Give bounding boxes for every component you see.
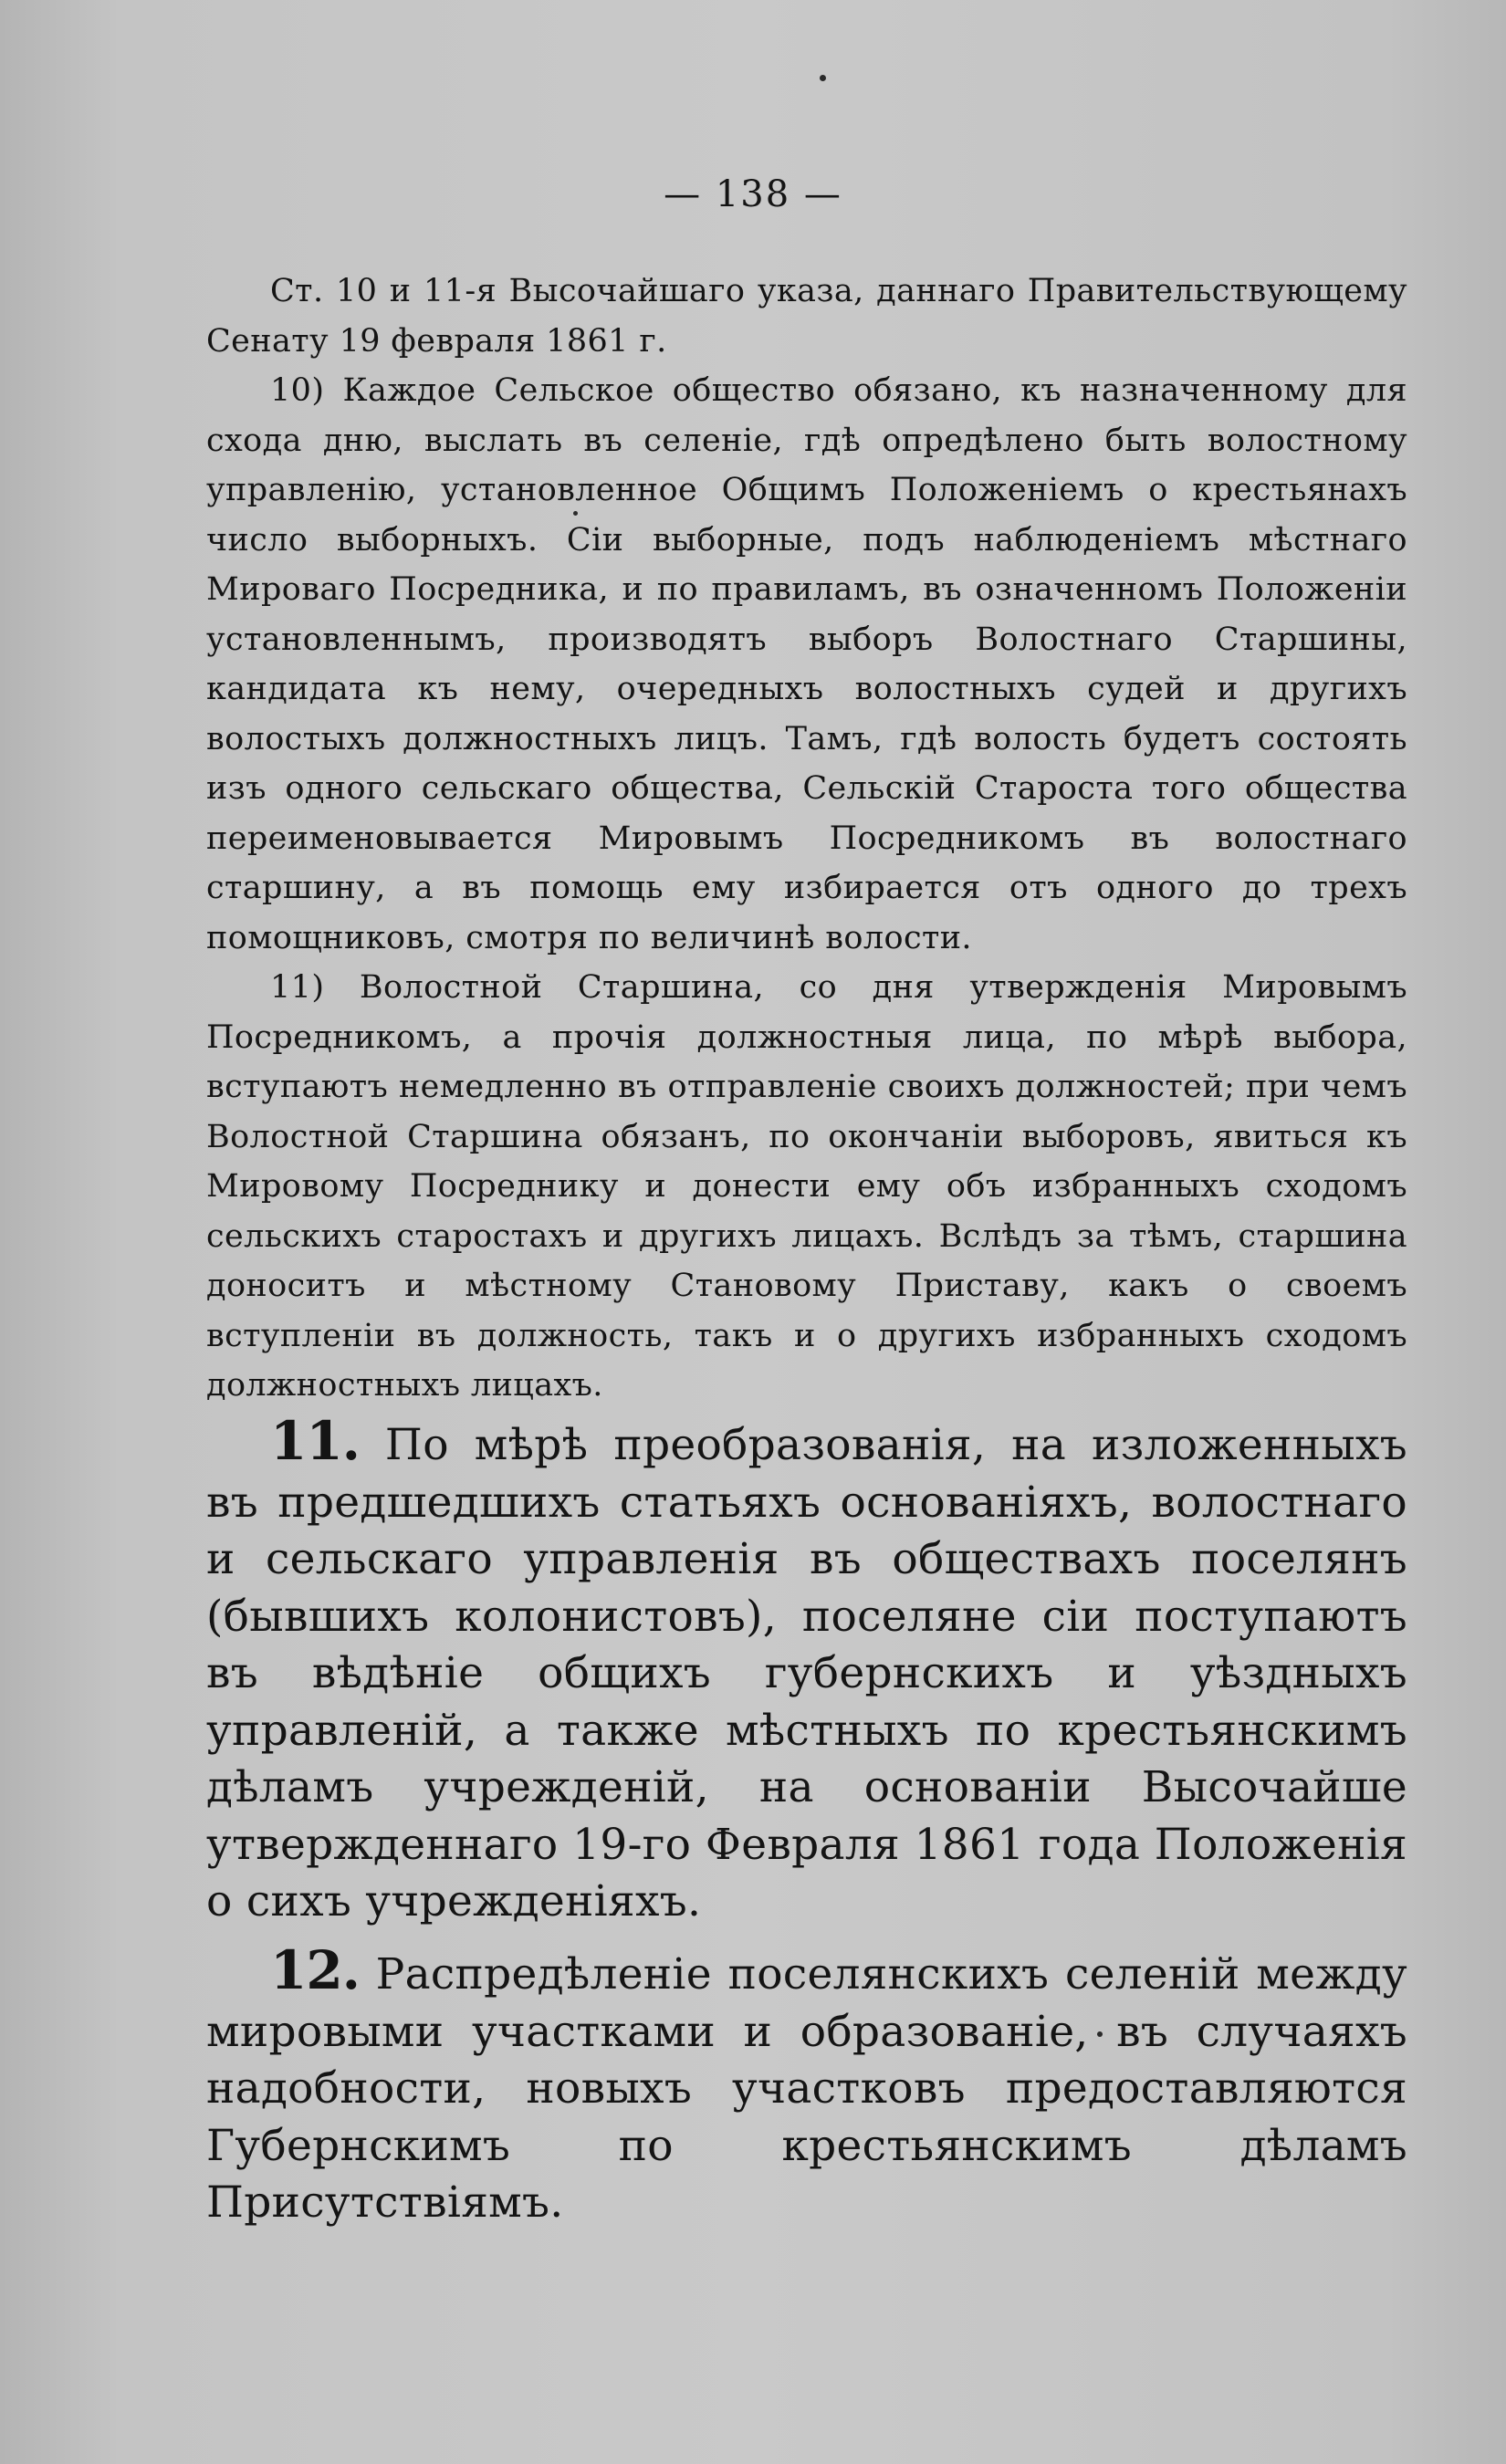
- section-11-number: 11.: [270, 1410, 360, 1472]
- section-12: [206, 1939, 1408, 2232]
- section-12-paragraph: [206, 1939, 1408, 2232]
- article-11-paragraph: 11) Волостной Старшина, со дня утвержденія Мировымъ Посредникомъ, а прочія должностныя лица, по мѣрѣ выбора, вступаютъ немедленно въ отправленіе своихъ должностей; при чемъ Волостной Старшина обязанъ, по окончаніи выборовъ, явиться къ Мировому Посреднику и донести ему объ избранныхъ сходомъ сельскихъ старостахъ и другихъ лицахъ. Вслѣдъ за тѣмъ, старшина доноситъ и мѣстному Становому Приставу, какъ о своемъ вступленіи въ должность, такъ и о другихъ избранныхъ сходомъ должностныхъ лицахъ.: [206, 969, 1407, 1404]
- section-12-number: 12.: [270, 1939, 360, 2001]
- page-number: — 138 —: [664, 173, 842, 215]
- section-12-text: Распредѣленіе поселянскихъ селеній между мировыми участками и образованіе, въ случаяхъ надобности, новыхъ участковъ предоставляются Губернскимъ по крестьянскимъ дѣламъ Присутствіямъ.: [206, 1949, 1408, 2228]
- section-11-text: По мѣрѣ преобразованія, на изложенныхъ въ предшедшихъ статьяхъ основаніяхъ, волостнаго и сельскаго управленія въ обществахъ поселянъ (бывшихъ колонистовъ), поселяне сіи поступаютъ въ вѣдѣніе общихъ губернскихъ и уѣздныхъ управленій, а также мѣстныхъ по крестьянскимъ дѣламъ учрежденій, на основаніи Высочайше утвержденнаго 19-го Февраля 1861 года Положенія о сихъ учрежденіяхъ.: [206, 1420, 1407, 1926]
- section-11-paragraph: [206, 1410, 1407, 1931]
- ink-speck: [820, 75, 826, 81]
- intro-paragraph: Ст. 10 и 11-я Высочайшаго указа, даннаго Правительствующему Сенату 19 февраля 1861 г.: [206, 273, 1407, 360]
- section-11: [206, 1410, 1407, 1931]
- article-10-paragraph: 10) Каждое Сельское общество обязано, къ назначенному для схода дню, выслать въ селеніе, гдѣ опредѣлено быть волостному управленію, установленное Общимъ Положеніемъ о крестьянахъ число выборныхъ. Сіи выборные, подъ наблюденіемъ мѣстнаго Мироваго Посредника, и по правиламъ, въ означенномъ Положеніи установленнымъ, производятъ выборъ Волостнаго Старшины, кандидата къ нему, очередныхъ волостныхъ судей и другихъ волостыхъ должностныхъ лицъ. Тамъ, гдѣ волость будетъ состоять изъ одного сельскаго общества, Сельскій Староста того общества переименовывается Мировымъ Посредникомъ въ волостнаго старшину, а въ помощь ему избирается отъ одного до трехъ помощниковъ, смотря по величинѣ волости.: [206, 372, 1407, 956]
- statute-excerpt: [206, 266, 1407, 1411]
